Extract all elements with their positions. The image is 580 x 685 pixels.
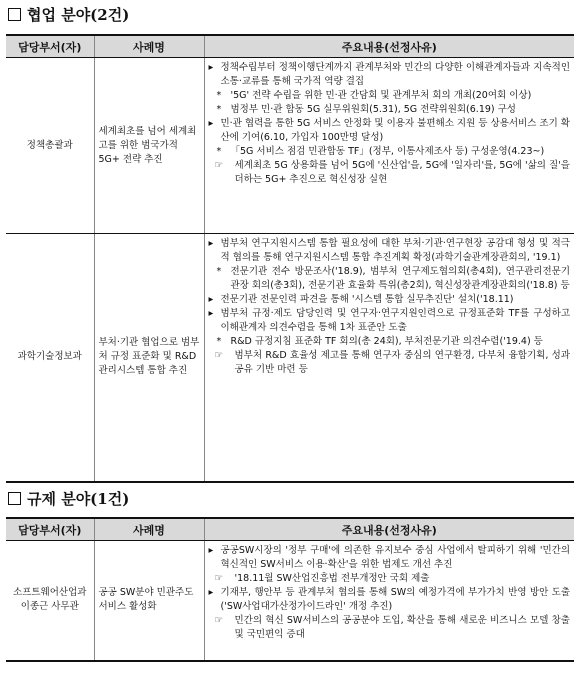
content-cell xyxy=(204,541,574,661)
table-row xyxy=(6,541,574,661)
section-title-collaboration: 협업 분야(2건) xyxy=(8,4,129,25)
header-content: 주요내용(선정사유) xyxy=(204,518,574,541)
content-result: ☞ 범부처 R&D 효율성 제고를 통해 연구자 중심의 연구환경, 다부처 융합기획, 성과 공유 기반 마련 등 xyxy=(214,350,570,375)
dept-cell: 과학기술정보과 xyxy=(6,234,94,482)
content-note: * '5G' 전략 수립을 위한 민·관 간담회 및 관계부처 회의 개최(20여회 이상) xyxy=(216,90,532,101)
case-cell: 부처·기관 협업으로 범부처 규정 표준화 및 R&D 관리시스템 통합 추진 xyxy=(94,234,204,482)
header-content: 주요내용(선정사유) xyxy=(204,35,574,58)
dept-cell: 정책총괄과 xyxy=(6,58,94,234)
content-bullet: ▸ 전문기관 전문인력 파견을 통해 '시스템 통합 실무추진단' 설치('18.11) xyxy=(208,294,514,305)
content-bullet: ▸ 공공SW시장의 '정부 구매'에 의존한 유지보수 중심 사업에서 탈피하기 위해 '민간의 혁신적인 SW서비스 이용·확산'을 위한 법제도 개선 추진 xyxy=(208,545,570,570)
checkbox-square-icon xyxy=(8,8,21,21)
dept-cell: 소프트웨어산업과 이종근 사무관 xyxy=(6,541,94,661)
regulation-table xyxy=(6,517,574,662)
content-bullet: ▸ 기재부, 행안부 등 관계부처 협의를 통해 SW의 예정가격에 부가가치 반영 방안 도출('SW사업대가산정가이드라인' 개정 추진) xyxy=(208,587,570,612)
content-cell xyxy=(204,234,574,482)
content-cell xyxy=(204,58,574,234)
content-bullet: ▸ 범부처 연구지원시스템 통합 필요성에 대한 부처·기관·연구현장 공감대 형성 및 적극적 협의를 통해 연구지원시스템 통합 추진계획 확정(과학기술관계장관회의, '19.1) xyxy=(208,238,570,263)
content-note: * 「5G 서비스 점검 민관합동 TF」(정부, 이통사제조사 등) 구성운영(4.23~) xyxy=(216,146,545,157)
content-bullet: ▸ 민·관 협력을 통한 5G 서비스 안정화 및 이용자 불편해소 지원 등 상용서비스 조기 확산에 기여(6.10, 가입자 100만명 달성) xyxy=(208,118,570,143)
collaboration-table xyxy=(6,34,574,483)
content-result: ☞ 세계최초 5G 상용화를 넘어 5G에 '신산업'을, 5G에 '일자리'를, 5G에 '삶의 질'을 더하는 5G+ 추진으로 혁신성장 실현 xyxy=(214,160,570,185)
checkbox-square-icon xyxy=(8,492,21,505)
header-dept: 담당부서(자) xyxy=(6,35,94,58)
content-result: ☞ 민간의 혁신 SW서비스의 공공분야 도입, 확산을 통해 새로운 비즈니스 모델 창출 및 국민편익 증대 xyxy=(214,615,570,640)
content-note: * R&D 규정지침 표준화 TF 회의(총 24회), 부처전문기관 의견수렴('19.4) 등 xyxy=(216,336,543,347)
content-result: ☞ '18.11월 SW산업진흥법 전부개정안 국회 제출 xyxy=(214,573,430,584)
table-row xyxy=(6,58,574,234)
content-note: * 범정부 민·관 합동 5G 실무위원회(5.31), 5G 전략위원회(6.19) 구성 xyxy=(216,104,516,115)
header-dept: 담당부서(자) xyxy=(6,518,94,541)
table-row xyxy=(6,234,574,482)
table-header-row xyxy=(6,518,574,541)
case-cell: 세계최초를 넘어 세계최고를 위한 범국가적 5G+ 전략 추진 xyxy=(94,58,204,234)
pointing-hand-icon: ☞ xyxy=(214,160,224,171)
content-bullet: ▸ 범부처 규정·제도 담당인력 및 연구자·연구지원인력으로 규정표준화 TF를 구성하고 이해관계자 의견수렴을 통해 1차 표준안 도출 xyxy=(208,308,570,333)
content-bullet: ▸ 정책수립부터 정책이행단계까지 관계부처와 민간의 다양한 이해관계자들과 지속적인 소통·교류를 통해 국가적 역량 결집 xyxy=(208,62,570,87)
pointing-hand-icon: ☞ xyxy=(214,573,224,584)
section-title-regulation: 규제 분야(1건) xyxy=(8,488,129,509)
content-note: * 전문기관 전수 방문조사('18.9), 범부처 연구제도협의회(총4회), 연구관리전문기관장 회의(총3회), 전문기관 효율화 특위(총2회), 혁신성장관계장관회의('18.8) 등 xyxy=(216,266,570,291)
header-case: 사례명 xyxy=(94,518,204,541)
pointing-hand-icon: ☞ xyxy=(214,350,224,361)
table-header-row xyxy=(6,35,574,58)
header-case: 사례명 xyxy=(94,35,204,58)
case-cell: 공공 SW분야 민관주도 서비스 활성화 xyxy=(94,541,204,661)
pointing-hand-icon: ☞ xyxy=(214,615,224,626)
